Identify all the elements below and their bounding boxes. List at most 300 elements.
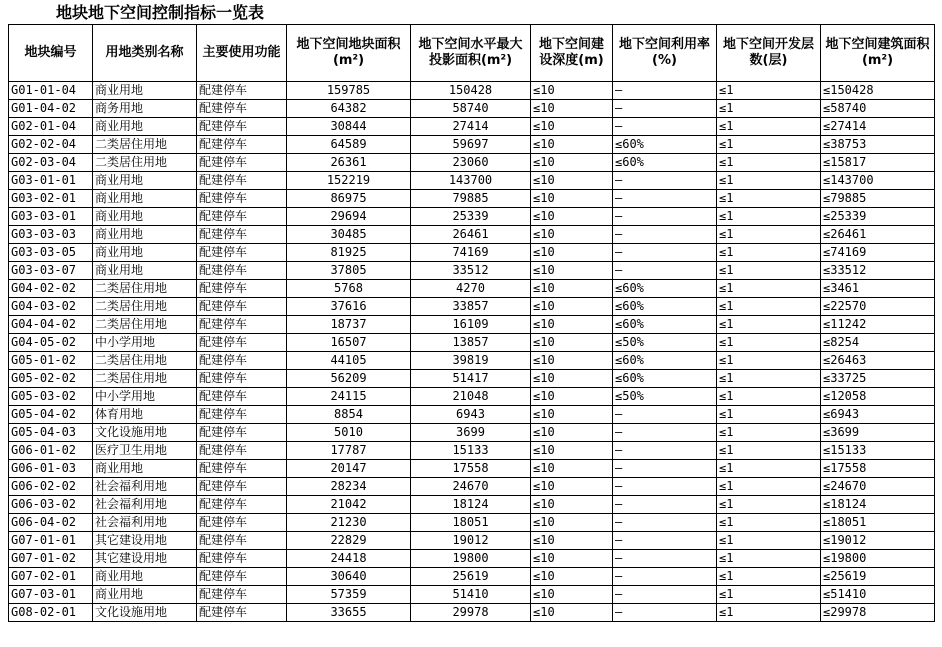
floors-cell: ≤1 xyxy=(717,118,821,136)
floors-cell: ≤1 xyxy=(717,496,821,514)
plot-id-cell: G04-04-02 xyxy=(9,316,93,334)
utilization-rate-cell: ≤60% xyxy=(613,370,717,388)
depth-cell: ≤10 xyxy=(531,244,613,262)
utilization-rate-cell: — xyxy=(613,172,717,190)
projection-area-cell: 33512 xyxy=(411,262,531,280)
plot-id-cell: G06-03-02 xyxy=(9,496,93,514)
plot-id-cell: G06-02-02 xyxy=(9,478,93,496)
plot-id-cell: G03-03-05 xyxy=(9,244,93,262)
function-cell: 配建停车 xyxy=(197,388,287,406)
table-row xyxy=(9,136,935,154)
projection-area-cell: 143700 xyxy=(411,172,531,190)
land-type-cell: 社会福利用地 xyxy=(93,478,197,496)
floor-area-cell: ≤38753 xyxy=(821,136,935,154)
floor-area-cell: ≤17558 xyxy=(821,460,935,478)
projection-area-cell: 23060 xyxy=(411,154,531,172)
depth-cell: ≤10 xyxy=(531,190,613,208)
table-row xyxy=(9,532,935,550)
depth-cell: ≤10 xyxy=(531,136,613,154)
utilization-rate-cell: — xyxy=(613,586,717,604)
depth-cell: ≤10 xyxy=(531,82,613,100)
floors-cell: ≤1 xyxy=(717,514,821,532)
plot-id-cell: G04-03-02 xyxy=(9,298,93,316)
floors-cell: ≤1 xyxy=(717,388,821,406)
plot-area-cell: 57359 xyxy=(287,586,411,604)
floors-cell: ≤1 xyxy=(717,334,821,352)
table-row xyxy=(9,262,935,280)
table-row xyxy=(9,388,935,406)
depth-cell: ≤10 xyxy=(531,550,613,568)
floors-cell: ≤1 xyxy=(717,370,821,388)
plot-id-cell: G05-04-02 xyxy=(9,406,93,424)
function-cell: 配建停车 xyxy=(197,136,287,154)
projection-area-cell: 24670 xyxy=(411,478,531,496)
floors-cell: ≤1 xyxy=(717,100,821,118)
table-row xyxy=(9,190,935,208)
projection-area-cell: 18051 xyxy=(411,514,531,532)
floor-area-cell: ≤18124 xyxy=(821,496,935,514)
floor-area-cell: ≤15133 xyxy=(821,442,935,460)
plot-id-cell: G04-02-02 xyxy=(9,280,93,298)
plot-id-cell: G03-03-03 xyxy=(9,226,93,244)
table-row xyxy=(9,514,935,532)
table-row xyxy=(9,280,935,298)
utilization-rate-cell: — xyxy=(613,550,717,568)
floors-cell: ≤1 xyxy=(717,442,821,460)
utilization-rate-cell: — xyxy=(613,514,717,532)
table-row xyxy=(9,370,935,388)
plot-area-cell: 56209 xyxy=(287,370,411,388)
floor-area-cell: ≤22570 xyxy=(821,298,935,316)
plot-id-cell: G07-01-02 xyxy=(9,550,93,568)
floor-area-cell: ≤26461 xyxy=(821,226,935,244)
projection-area-cell: 51410 xyxy=(411,586,531,604)
utilization-rate-cell: — xyxy=(613,424,717,442)
utilization-rate-cell: — xyxy=(613,226,717,244)
projection-area-cell: 19012 xyxy=(411,532,531,550)
floors-cell: ≤1 xyxy=(717,262,821,280)
depth-cell: ≤10 xyxy=(531,100,613,118)
table-row xyxy=(9,298,935,316)
function-cell: 配建停车 xyxy=(197,154,287,172)
function-cell: 配建停车 xyxy=(197,334,287,352)
floor-area-cell: ≤18051 xyxy=(821,514,935,532)
plot-id-cell: G03-03-01 xyxy=(9,208,93,226)
projection-area-cell: 150428 xyxy=(411,82,531,100)
table-row xyxy=(9,604,935,622)
depth-cell: ≤10 xyxy=(531,514,613,532)
function-cell: 配建停车 xyxy=(197,298,287,316)
header-floors: 地下空间开发层数(层) xyxy=(717,25,821,82)
land-type-cell: 体育用地 xyxy=(93,406,197,424)
plot-id-cell: G08-02-01 xyxy=(9,604,93,622)
floor-area-cell: ≤33725 xyxy=(821,370,935,388)
table-row xyxy=(9,352,935,370)
floor-area-cell: ≤51410 xyxy=(821,586,935,604)
table-row xyxy=(9,208,935,226)
plot-area-cell: 152219 xyxy=(287,172,411,190)
plot-area-cell: 24418 xyxy=(287,550,411,568)
table-row xyxy=(9,496,935,514)
utilization-rate-cell: — xyxy=(613,460,717,478)
plot-id-cell: G05-04-03 xyxy=(9,424,93,442)
utilization-rate-cell: ≤60% xyxy=(613,352,717,370)
floors-cell: ≤1 xyxy=(717,550,821,568)
plot-area-cell: 29694 xyxy=(287,208,411,226)
utilization-rate-cell: — xyxy=(613,568,717,586)
depth-cell: ≤10 xyxy=(531,442,613,460)
projection-area-cell: 39819 xyxy=(411,352,531,370)
table-row xyxy=(9,442,935,460)
floor-area-cell: ≤3699 xyxy=(821,424,935,442)
plot-area-cell: 37616 xyxy=(287,298,411,316)
land-type-cell: 二类居住用地 xyxy=(93,154,197,172)
depth-cell: ≤10 xyxy=(531,262,613,280)
plot-id-cell: G04-05-02 xyxy=(9,334,93,352)
plot-area-cell: 24115 xyxy=(287,388,411,406)
plot-area-cell: 81925 xyxy=(287,244,411,262)
depth-cell: ≤10 xyxy=(531,172,613,190)
plot-area-cell: 30844 xyxy=(287,118,411,136)
land-type-cell: 二类居住用地 xyxy=(93,370,197,388)
projection-area-cell: 16109 xyxy=(411,316,531,334)
floors-cell: ≤1 xyxy=(717,280,821,298)
header-floor-area: 地下空间建筑面积(m²) xyxy=(821,25,935,82)
projection-area-cell: 25339 xyxy=(411,208,531,226)
floor-area-cell: ≤12058 xyxy=(821,388,935,406)
plot-id-cell: G01-01-04 xyxy=(9,82,93,100)
projection-area-cell: 18124 xyxy=(411,496,531,514)
function-cell: 配建停车 xyxy=(197,550,287,568)
plot-id-cell: G03-02-01 xyxy=(9,190,93,208)
table-row xyxy=(9,172,935,190)
projection-area-cell: 19800 xyxy=(411,550,531,568)
indicator-table xyxy=(8,24,935,622)
floor-area-cell: ≤15817 xyxy=(821,154,935,172)
depth-cell: ≤10 xyxy=(531,352,613,370)
plot-id-cell: G07-02-01 xyxy=(9,568,93,586)
floor-area-cell: ≤19012 xyxy=(821,532,935,550)
header-utilization-rate: 地下空间利用率(%) xyxy=(613,25,717,82)
floor-area-cell: ≤6943 xyxy=(821,406,935,424)
header-projection-area: 地下空间水平最大投影面积(m²) xyxy=(411,25,531,82)
utilization-rate-cell: — xyxy=(613,82,717,100)
function-cell: 配建停车 xyxy=(197,370,287,388)
utilization-rate-cell: — xyxy=(613,406,717,424)
utilization-rate-cell: — xyxy=(613,442,717,460)
floor-area-cell: ≤3461 xyxy=(821,280,935,298)
floors-cell: ≤1 xyxy=(717,298,821,316)
depth-cell: ≤10 xyxy=(531,406,613,424)
depth-cell: ≤10 xyxy=(531,496,613,514)
land-type-cell: 文化设施用地 xyxy=(93,604,197,622)
projection-area-cell: 17558 xyxy=(411,460,531,478)
floors-cell: ≤1 xyxy=(717,244,821,262)
depth-cell: ≤10 xyxy=(531,118,613,136)
utilization-rate-cell: — xyxy=(613,604,717,622)
function-cell: 配建停车 xyxy=(197,478,287,496)
header-plot-area: 地下空间地块面积(m²) xyxy=(287,25,411,82)
function-cell: 配建停车 xyxy=(197,496,287,514)
utilization-rate-cell: — xyxy=(613,496,717,514)
depth-cell: ≤10 xyxy=(531,298,613,316)
plot-area-cell: 22829 xyxy=(287,532,411,550)
plot-id-cell: G02-03-04 xyxy=(9,154,93,172)
plot-id-cell: G02-02-04 xyxy=(9,136,93,154)
plot-area-cell: 5010 xyxy=(287,424,411,442)
floors-cell: ≤1 xyxy=(717,532,821,550)
land-type-cell: 商业用地 xyxy=(93,118,197,136)
table-title: 地块地下空间控制指标一览表 xyxy=(56,3,265,22)
depth-cell: ≤10 xyxy=(531,280,613,298)
utilization-rate-cell: ≤60% xyxy=(613,154,717,172)
plot-id-cell: G02-01-04 xyxy=(9,118,93,136)
land-type-cell: 其它建设用地 xyxy=(93,550,197,568)
plot-id-cell: G01-04-02 xyxy=(9,100,93,118)
floors-cell: ≤1 xyxy=(717,478,821,496)
table-row xyxy=(9,82,935,100)
utilization-rate-cell: — xyxy=(613,244,717,262)
floor-area-cell: ≤26463 xyxy=(821,352,935,370)
header-depth: 地下空间建设深度(m) xyxy=(531,25,613,82)
function-cell: 配建停车 xyxy=(197,82,287,100)
land-type-cell: 商业用地 xyxy=(93,226,197,244)
floor-area-cell: ≤74169 xyxy=(821,244,935,262)
projection-area-cell: 79885 xyxy=(411,190,531,208)
land-type-cell: 商业用地 xyxy=(93,262,197,280)
plot-area-cell: 16507 xyxy=(287,334,411,352)
floors-cell: ≤1 xyxy=(717,226,821,244)
depth-cell: ≤10 xyxy=(531,370,613,388)
function-cell: 配建停车 xyxy=(197,514,287,532)
function-cell: 配建停车 xyxy=(197,352,287,370)
function-cell: 配建停车 xyxy=(197,442,287,460)
depth-cell: ≤10 xyxy=(531,478,613,496)
utilization-rate-cell: — xyxy=(613,478,717,496)
utilization-rate-cell: — xyxy=(613,190,717,208)
floor-area-cell: ≤150428 xyxy=(821,82,935,100)
land-type-cell: 商业用地 xyxy=(93,586,197,604)
floor-area-cell: ≤58740 xyxy=(821,100,935,118)
land-type-cell: 二类居住用地 xyxy=(93,298,197,316)
function-cell: 配建停车 xyxy=(197,190,287,208)
plot-id-cell: G07-01-01 xyxy=(9,532,93,550)
function-cell: 配建停车 xyxy=(197,532,287,550)
projection-area-cell: 27414 xyxy=(411,118,531,136)
table-row xyxy=(9,406,935,424)
depth-cell: ≤10 xyxy=(531,208,613,226)
projection-area-cell: 33857 xyxy=(411,298,531,316)
floor-area-cell: ≤8254 xyxy=(821,334,935,352)
projection-area-cell: 13857 xyxy=(411,334,531,352)
table-row xyxy=(9,550,935,568)
projection-area-cell: 58740 xyxy=(411,100,531,118)
land-type-cell: 商业用地 xyxy=(93,208,197,226)
function-cell: 配建停车 xyxy=(197,118,287,136)
land-type-cell: 商业用地 xyxy=(93,568,197,586)
plot-area-cell: 86975 xyxy=(287,190,411,208)
floor-area-cell: ≤24670 xyxy=(821,478,935,496)
depth-cell: ≤10 xyxy=(531,460,613,478)
floor-area-cell: ≤19800 xyxy=(821,550,935,568)
plot-id-cell: G06-01-03 xyxy=(9,460,93,478)
plot-id-cell: G05-02-02 xyxy=(9,370,93,388)
function-cell: 配建停车 xyxy=(197,172,287,190)
table-row xyxy=(9,586,935,604)
plot-area-cell: 33655 xyxy=(287,604,411,622)
utilization-rate-cell: — xyxy=(613,208,717,226)
function-cell: 配建停车 xyxy=(197,244,287,262)
utilization-rate-cell: ≤50% xyxy=(613,388,717,406)
function-cell: 配建停车 xyxy=(197,568,287,586)
utilization-rate-cell: ≤60% xyxy=(613,298,717,316)
header-plot-id: 地块编号 xyxy=(9,25,93,82)
depth-cell: ≤10 xyxy=(531,154,613,172)
land-type-cell: 二类居住用地 xyxy=(93,280,197,298)
table-row xyxy=(9,334,935,352)
land-type-cell: 医疗卫生用地 xyxy=(93,442,197,460)
land-type-cell: 商业用地 xyxy=(93,172,197,190)
land-type-cell: 二类居住用地 xyxy=(93,352,197,370)
projection-area-cell: 29978 xyxy=(411,604,531,622)
land-type-cell: 中小学用地 xyxy=(93,388,197,406)
floors-cell: ≤1 xyxy=(717,604,821,622)
plot-area-cell: 159785 xyxy=(287,82,411,100)
floor-area-cell: ≤143700 xyxy=(821,172,935,190)
floors-cell: ≤1 xyxy=(717,316,821,334)
floor-area-cell: ≤25339 xyxy=(821,208,935,226)
plot-area-cell: 21042 xyxy=(287,496,411,514)
plot-id-cell: G05-03-02 xyxy=(9,388,93,406)
utilization-rate-cell: — xyxy=(613,262,717,280)
table-row xyxy=(9,244,935,262)
floors-cell: ≤1 xyxy=(717,82,821,100)
depth-cell: ≤10 xyxy=(531,316,613,334)
plot-area-cell: 5768 xyxy=(287,280,411,298)
table-row xyxy=(9,424,935,442)
table-row xyxy=(9,100,935,118)
plot-id-cell: G03-03-07 xyxy=(9,262,93,280)
land-type-cell: 二类居住用地 xyxy=(93,316,197,334)
plot-id-cell: G03-01-01 xyxy=(9,172,93,190)
function-cell: 配建停车 xyxy=(197,226,287,244)
table-row xyxy=(9,460,935,478)
depth-cell: ≤10 xyxy=(531,388,613,406)
header-land-type: 用地类别名称 xyxy=(93,25,197,82)
plot-area-cell: 37805 xyxy=(287,262,411,280)
floor-area-cell: ≤25619 xyxy=(821,568,935,586)
plot-area-cell: 64589 xyxy=(287,136,411,154)
land-type-cell: 二类居住用地 xyxy=(93,136,197,154)
utilization-rate-cell: — xyxy=(613,100,717,118)
plot-area-cell: 20147 xyxy=(287,460,411,478)
depth-cell: ≤10 xyxy=(531,334,613,352)
projection-area-cell: 51417 xyxy=(411,370,531,388)
land-type-cell: 商业用地 xyxy=(93,82,197,100)
header-row xyxy=(9,25,935,82)
floors-cell: ≤1 xyxy=(717,460,821,478)
function-cell: 配建停车 xyxy=(197,406,287,424)
projection-area-cell: 74169 xyxy=(411,244,531,262)
projection-area-cell: 3699 xyxy=(411,424,531,442)
function-cell: 配建停车 xyxy=(197,604,287,622)
table-row xyxy=(9,568,935,586)
land-type-cell: 文化设施用地 xyxy=(93,424,197,442)
plot-id-cell: G05-01-02 xyxy=(9,352,93,370)
floors-cell: ≤1 xyxy=(717,190,821,208)
function-cell: 配建停车 xyxy=(197,100,287,118)
table-body xyxy=(9,82,935,622)
plot-area-cell: 30485 xyxy=(287,226,411,244)
land-type-cell: 商务用地 xyxy=(93,100,197,118)
header-main-function: 主要使用功能 xyxy=(197,25,287,82)
land-type-cell: 社会福利用地 xyxy=(93,514,197,532)
table-row xyxy=(9,226,935,244)
floors-cell: ≤1 xyxy=(717,172,821,190)
floor-area-cell: ≤29978 xyxy=(821,604,935,622)
land-type-cell: 商业用地 xyxy=(93,190,197,208)
floors-cell: ≤1 xyxy=(717,136,821,154)
plot-area-cell: 17787 xyxy=(287,442,411,460)
function-cell: 配建停车 xyxy=(197,424,287,442)
utilization-rate-cell: — xyxy=(613,118,717,136)
depth-cell: ≤10 xyxy=(531,604,613,622)
projection-area-cell: 21048 xyxy=(411,388,531,406)
utilization-rate-cell: ≤60% xyxy=(613,280,717,298)
utilization-rate-cell: ≤50% xyxy=(613,334,717,352)
function-cell: 配建停车 xyxy=(197,316,287,334)
plot-area-cell: 26361 xyxy=(287,154,411,172)
utilization-rate-cell: ≤60% xyxy=(613,136,717,154)
floor-area-cell: ≤33512 xyxy=(821,262,935,280)
function-cell: 配建停车 xyxy=(197,208,287,226)
plot-area-cell: 30640 xyxy=(287,568,411,586)
plot-area-cell: 18737 xyxy=(287,316,411,334)
projection-area-cell: 6943 xyxy=(411,406,531,424)
plot-area-cell: 64382 xyxy=(287,100,411,118)
projection-area-cell: 26461 xyxy=(411,226,531,244)
floor-area-cell: ≤11242 xyxy=(821,316,935,334)
utilization-rate-cell: — xyxy=(613,532,717,550)
floors-cell: ≤1 xyxy=(717,406,821,424)
land-type-cell: 商业用地 xyxy=(93,460,197,478)
depth-cell: ≤10 xyxy=(531,532,613,550)
depth-cell: ≤10 xyxy=(531,586,613,604)
depth-cell: ≤10 xyxy=(531,226,613,244)
projection-area-cell: 15133 xyxy=(411,442,531,460)
plot-id-cell: G06-04-02 xyxy=(9,514,93,532)
plot-area-cell: 44105 xyxy=(287,352,411,370)
table-row xyxy=(9,316,935,334)
projection-area-cell: 59697 xyxy=(411,136,531,154)
plot-area-cell: 21230 xyxy=(287,514,411,532)
floor-area-cell: ≤27414 xyxy=(821,118,935,136)
table-row xyxy=(9,154,935,172)
plot-id-cell: G07-03-01 xyxy=(9,586,93,604)
floors-cell: ≤1 xyxy=(717,568,821,586)
plot-area-cell: 8854 xyxy=(287,406,411,424)
land-type-cell: 中小学用地 xyxy=(93,334,197,352)
floors-cell: ≤1 xyxy=(717,352,821,370)
function-cell: 配建停车 xyxy=(197,586,287,604)
depth-cell: ≤10 xyxy=(531,568,613,586)
floors-cell: ≤1 xyxy=(717,208,821,226)
table-row xyxy=(9,118,935,136)
plot-area-cell: 28234 xyxy=(287,478,411,496)
floors-cell: ≤1 xyxy=(717,424,821,442)
depth-cell: ≤10 xyxy=(531,424,613,442)
land-type-cell: 社会福利用地 xyxy=(93,496,197,514)
